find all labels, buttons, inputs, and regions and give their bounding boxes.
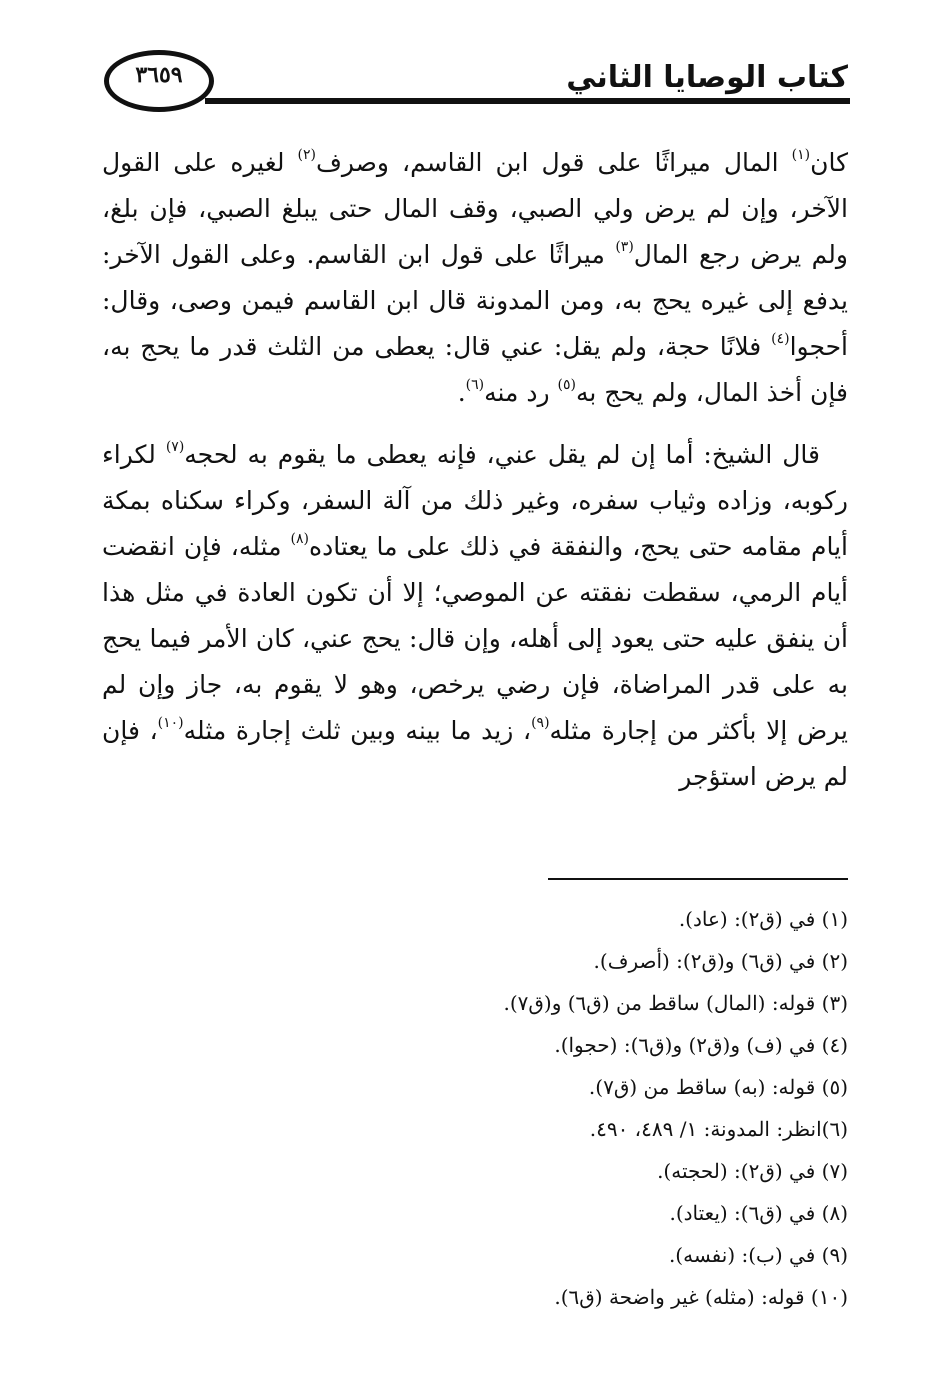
text-run: ، زيد ما بينه وبين ثلث إجارة مثله [183,716,532,745]
footnote-3: (٣) قوله: (المال) ساقط من (ق٦) و(ق٧). [503,991,848,1015]
book-title: كتاب الوصايا الثاني [566,60,848,95]
footnote-ref-1: (١) [791,147,811,163]
text-run: قال الشيخ: أما إن لم يقل عني، فإنه يعطى ما يقوم به لحجه [184,440,820,469]
text-run: ميراثًا على قول ابن القاسم. وعلى القول الآخر: يدفع إلى غيره يحج به، ومن المدونة قال ابن القاسم فيمن وصى، وقال: أحجوا [102,240,848,361]
text-run: فلانًا حجة، ولم يقل: عني قال: يعطى من الثلث قدر ما يحج به، فإن أخذ المال، ولم يحج به [102,332,848,407]
footnote-6: (٦)انظر: المدونة: ١/ ٤٨٩، ٤٩٠. [589,1117,848,1141]
footnote-4: (٤) في (ف) و(ق٢) و(ق٦): (حجوا). [554,1033,848,1057]
footnote-2: (٢) في (ق٦) و(ق٢): (أصرف). [593,949,848,973]
footnote-9: (٩) في (ب): (نفسه). [668,1243,848,1267]
footnote-1: (١) في (ق٢): (عاد). [678,907,848,931]
footnotes [102,898,848,1318]
footnote-separator [548,878,848,880]
footnote-ref-3: (٣) [615,239,634,255]
text-run: كان [810,148,848,177]
text-run: لكراء ركوبه، وزاده وثياب سفره، وغير ذلك من آلة السفر، وكراء سكناه بمكة أيام مقامه حتى يحج، والنفقة في ذلك على ما يعتاده [102,440,848,561]
footnote-ref-4: (٤) [771,331,790,347]
page-number: ٣٦٥٩ [135,62,183,88]
footnote-ref-2: (٢) [297,147,316,163]
footnote-ref-9: (٩) [531,715,550,731]
paragraph-1 [102,140,848,416]
text-run: لغيره على القول الآخر، وإن لم يرض ولي الصبي، وقف المال حتى يبلغ الصبي، فإن بلغ، ولم يرض رجع المال [102,148,849,269]
text-run: مثله، فإن انقضت أيام الرمي، سقطت نفقته عن الموصي؛ إلا أن تكون العادة في مثل هذا أن ينفق عليه حتى يعود إلى أهله، وإن قال: يحج عني، كان الأمر فيما يحج به على قدر المراضاة، فإن رضي يرخص، وهو لا يقوم به، جاز وإن لم يرض إلا بأكثر من إجارة مثله [102,532,848,745]
text-run: ، فإن لم يرض استؤجر [102,716,848,791]
footnote-ref-6: (٦) [465,377,485,393]
footnote-5: (٥) قوله: (به) ساقط من (ق٧). [588,1075,848,1099]
paragraph-2 [102,432,848,800]
footnote-ref-7: (٧) [165,439,185,455]
footnote-7: (٧) في (ق٢): (لحجته). [657,1159,848,1183]
header-rule [205,98,850,104]
text-run: رد منه [484,378,558,407]
footnote-ref-8: (٨) [290,531,310,547]
footnote-10: (١٠) قوله: (مثله) غير واضحة (ق٦). [554,1285,848,1309]
footnote-ref-5: (٥) [557,377,577,393]
text-run: المال ميراثًا على قول ابن القاسم، وصرف [315,148,792,177]
text-run: . [457,378,466,407]
footnote-8: (٨) في (ق٦): (يعتاد). [669,1201,848,1225]
footnote-ref-10: (١٠) [157,715,184,731]
page-header [0,0,926,120]
main-text [102,140,848,800]
